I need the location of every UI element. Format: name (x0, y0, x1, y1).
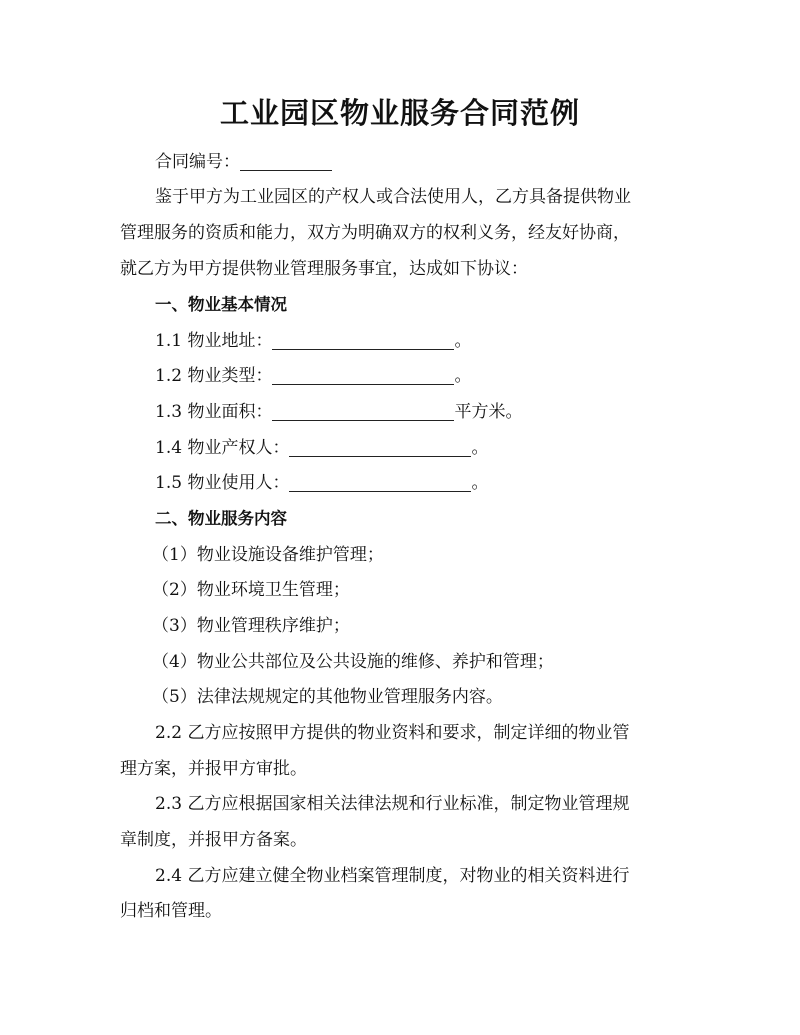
service-item-2: （2）物业环境卫生管理； (152, 580, 350, 600)
property-owner-blank[interactable] (289, 438, 471, 457)
clause-2-4-line-1: 2.4 乙方应建立健全物业档案管理制度，对物业的相关资料进行 (155, 866, 630, 886)
contract-number-line (155, 150, 332, 174)
clause-2-4-line-2: 归档和管理。 (120, 901, 222, 921)
property-owner-line (155, 436, 488, 460)
document-title: 工业园区物业服务合同范例 (219, 96, 580, 130)
section-1-heading: 一、物业基本情况 (155, 295, 287, 314)
property-area-blank[interactable] (272, 402, 454, 421)
property-address-label: 1.1 物业地址： (155, 331, 273, 351)
property-user-blank[interactable] (289, 473, 471, 492)
property-address-suffix: 。 (454, 331, 472, 351)
property-area-label: 1.3 物业面积： (155, 402, 273, 422)
property-area-suffix: 平方米。 (454, 402, 523, 422)
property-type-blank[interactable] (272, 366, 454, 385)
service-item-4: （4）物业公共部位及公共设施的维修、养护和管理； (152, 652, 554, 672)
property-user-suffix: 。 (471, 473, 489, 493)
clause-2-2-line-1: 2.2 乙方应按照甲方提供的物业资料和要求，制定详细的物业管 (155, 723, 630, 743)
clause-2-2-line-2: 理方案，并报甲方审批。 (120, 759, 307, 779)
property-area-line (155, 400, 522, 424)
service-item-3: （3）物业管理秩序维护； (152, 616, 350, 636)
property-user-line (155, 471, 488, 495)
service-item-1: （1）物业设施设备维护管理； (152, 545, 384, 565)
property-address-line (155, 329, 471, 353)
section-2-heading: 二、物业服务内容 (155, 509, 287, 528)
contract-number-label: 合同编号： (155, 152, 240, 172)
preamble-line-2: 管理服务的资质和能力，双方为明确双方的权利义务，经友好协商， (120, 223, 630, 243)
property-address-blank[interactable] (272, 331, 454, 350)
contract-number-blank[interactable] (240, 152, 332, 171)
property-type-label: 1.2 物业类型： (155, 366, 273, 386)
preamble-line-3: 就乙方为甲方提供物业管理服务事宜，达成如下协议： (120, 259, 528, 279)
property-owner-suffix: 。 (471, 438, 489, 458)
property-type-suffix: 。 (454, 366, 472, 386)
clause-2-3-line-2: 章制度，并报甲方备案。 (120, 830, 307, 850)
property-type-line (155, 364, 471, 388)
clause-2-3-line-1: 2.3 乙方应根据国家相关法律法规和行业标准，制定物业管理规 (155, 794, 630, 814)
service-item-5: （5）法律法规规定的其他物业管理服务内容。 (152, 687, 503, 707)
property-owner-label: 1.4 物业产权人： (155, 438, 290, 458)
preamble-line-1: 鉴于甲方为工业园区的产权人或合法使用人，乙方具备提供物业 (155, 187, 631, 207)
property-user-label: 1.5 物业使用人： (155, 473, 290, 493)
